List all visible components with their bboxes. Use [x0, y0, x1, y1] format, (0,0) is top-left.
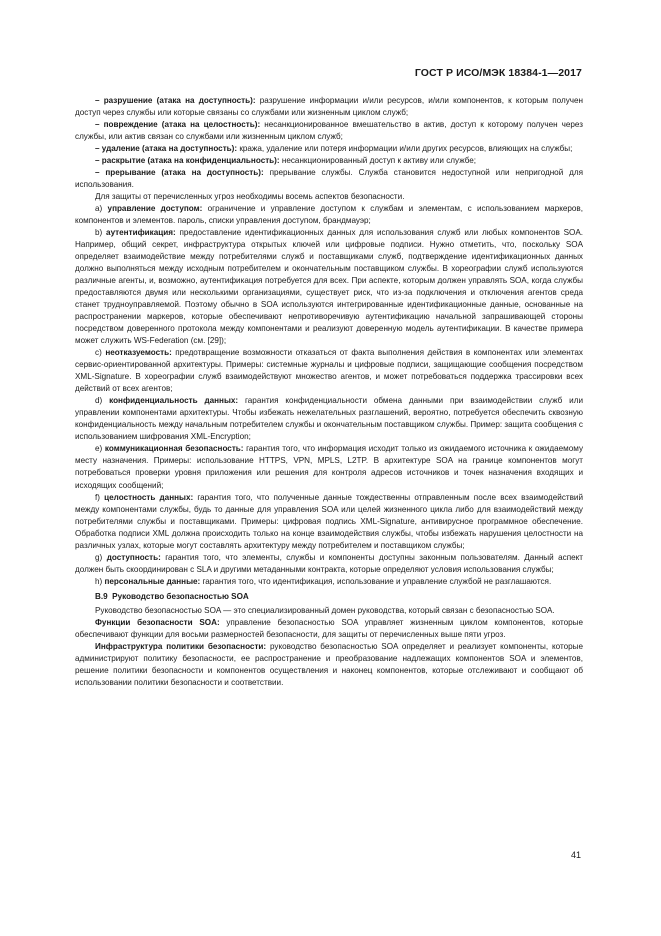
aspect-item: b) аутентификация: предоставление идентификационных данных для использования служб или любых компонентов SOA. Например, общий секрет, инфраструктура открытых ключей или цифровые подписи. Нужно отметить, что, поскольку SOA определяет взаимодействие между потребителями служб и поставщиками служб, подтверждение идентификационных данных должно выполняться между исходным потребителем и окончательным поставщиком службы. В хореографии служб используются различные агенты, и, возможно, аутентификация потребуется для всех. При аспекте, которым должен управлять SOA, когда службы предоставляются двумя или несколькими организациями, существует риск, что из-за подключения и отключения агентов среда станет трудноуправляемой. Поэтому обычно в SOA используются интегрированные идентификационные данные, основанные на распространении маркеров, которые обеспечивают непротиворечивую аутентификацию начальной запрашивающей стороны посредством доверенного протокола между компонентами и реализуют доверенную модель аутентификации. В качестве примера может служить WS-Federation (см. [29]); [75, 228, 584, 346]
threat-item: – прерывание (атака на доступность): прерывание службы. Служба становится недоступной или непригодной для использования. [75, 168, 583, 190]
section-heading: В.9 Руководство безопасностью SOA [95, 591, 249, 601]
aspect-item: g) доступность: гарантия того, что элементы, службы и компоненты доступны законным пользователям. Данный аспект должен быть скоординирован с SLA и другими метаданными контракта, которые определяют условия использования службы; [75, 552, 584, 574]
paragraph: Инфраструктура политики безопасности: руководство безопасностью SOA определяет и реализует компоненты, которые администрируют политику безопасности, ее распространение и преобразование надлежащих компонентов SOA и элементов, решение политики безопасности и компонентов осуществления и наконец компонентов, которые отслеживают и сообщают об использовании политики безопасности и соответствии. [75, 641, 583, 687]
threat-item: – повреждение (атака на целостность): несанкционированное вмешательство в актив, доступ к которому получен через службы, или актив связан со службами или жизненным циклом служб; [75, 120, 583, 142]
threat-item: – разрушение (атака на доступность): разрушение информации и/или ресурсов, и/или компонентов, к которым получен доступ через службы или которые связаны со службами или жизненным циклом служб; [75, 96, 583, 118]
aspect-item: c) неотказуемость: предотвращение возможности отказаться от факта выполнения действия в компонентах или элементах сервис-ориентированной архитектуры. Примеры: системные журналы и цифровые подписи, защищающие сообщения посредством XML-Signature. В хореографии служб взаимодействуют множество агентов, и может потребоваться поддержка трассировки всех действий от всех агентов; [75, 348, 583, 394]
paragraph: Функции безопасности SOA: управление безопасностью SOA управляет жизненным циклом компонентов, которые обеспечивают функции для восьми размерностей безопасности, для защиты от перечисленных выше пяти угроз. [75, 617, 584, 639]
standard-header: ГОСТ Р ИСО/МЭК 18384-1—2017 [414, 67, 582, 79]
aspect-item: d) конфиденциальность данных: гарантия конфиденциальности обмена данными при взаимодействии служб или управлении компонентами архитектуры. Чтобы избежать нежелательных разглашений, вероятно, потребуется обеспечить сквозную конфиденциальность между начальным потребителем службы и окончательным поставщиком службы. Пример: защита сообщения с использованием шифрования XML-Encryption; [75, 396, 583, 442]
paragraph: Руководство безопасностью SOA — это специализированный домен руководства, который связан с безопасностью SOA. [95, 605, 555, 615]
aspect-item: а) управление доступом: ограничение и управление доступом к службам и элементам, с использованием маркеров, компонентов и элементов. пароль, списки управления доступом, брандмауэр; [75, 204, 583, 226]
aspect-item: e) коммуникационная безопасность: гарантия того, что информация исходит только из ожидаемого источника к ожидаемому месту назначения. Примеры: использование HTTPS, VPN, MPLS, L2TP. В архитектуре SOA на границе компонентов могут потребоваться проверки уровня приложения или решения для контроля адресов источников и точек назначения входящих и исходящих сообщений; [75, 444, 584, 490]
intro-paragraph: Для защиты от перечисленных угроз необходимы восемь аспектов безопасности. [95, 192, 405, 202]
threat-item: – раскрытие (атака на конфиденциальность): несанкционированный доступ к активу или службе; [95, 156, 477, 166]
body-text [75, 95, 583, 689]
threat-item: – удаление (атака на доступность): кража, удаление или потеря информации и/или других ресурсов, влияющих на службы; [95, 144, 573, 154]
aspect-item: f) целостность данных: гарантия того, что полученные данные тождественны отправленным после всех взаимодействий между компонентами службы, будь то данные для управления SOA или целей жизненного цикла либо для взаимодействий между потребителями службы и поставщиками. Примеры: цифровая подпись XML-Signature, антивирусное программное обеспечение. Обработка подписи XML должна происходить только на конце взаимодействия службы, чтобы избежать нарушения целостности на различных узлах, которые могут составлять архитектуру между потребителем и поставщиком службы; [75, 492, 583, 550]
page-number: 41 [571, 850, 582, 860]
aspect-item: h) персональные данные: гарантия того, что идентификация, использование и управление службой не разглашаются. [95, 576, 552, 586]
